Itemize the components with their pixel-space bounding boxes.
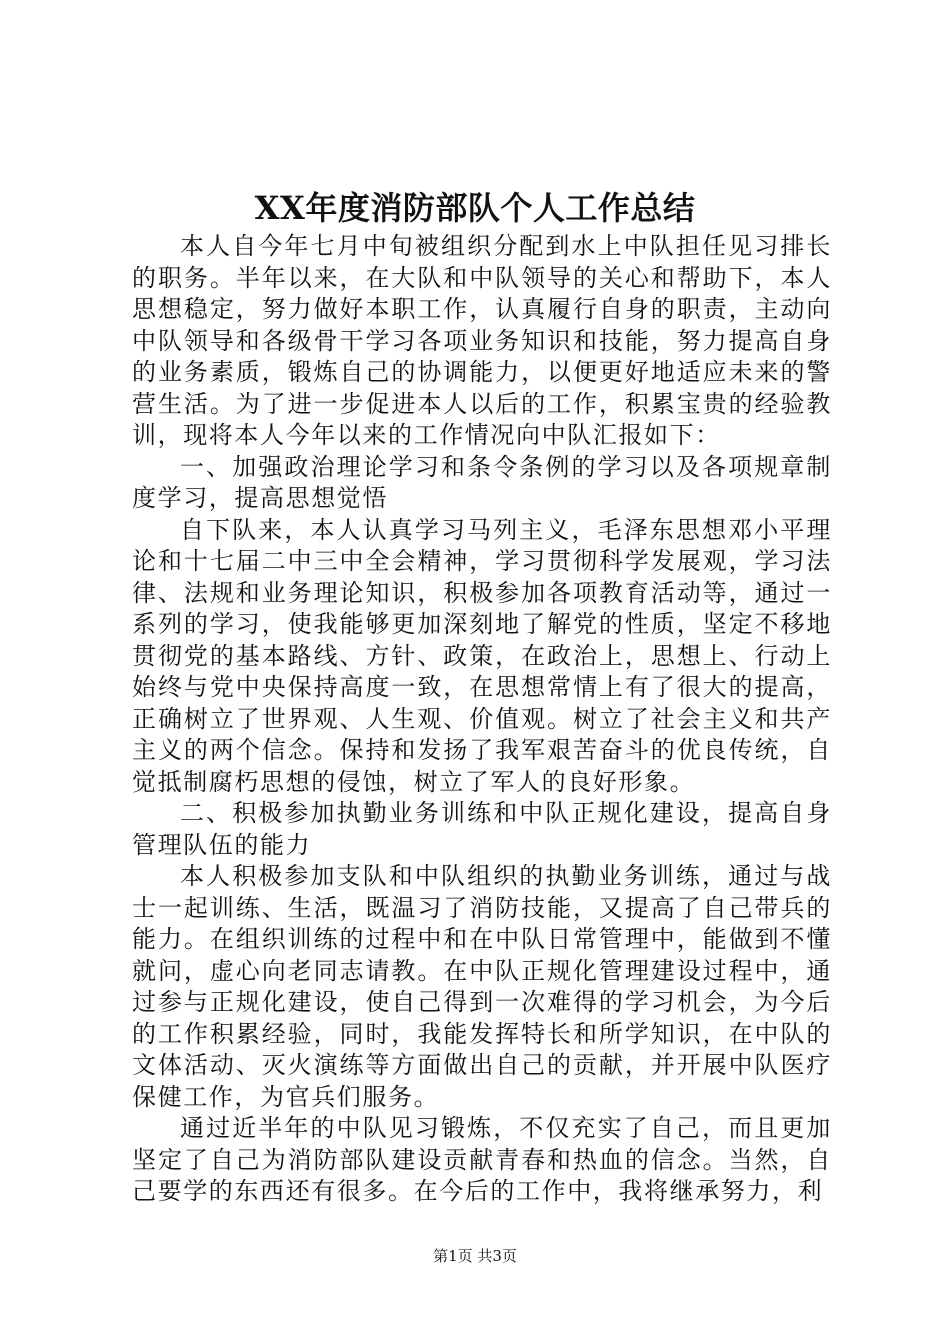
- paragraph-intro: 本人自今年七月中旬被组织分配到水上中队担任见习排长的职务。半年以来，在大队和中队领导的关心和帮助下，本人思想稳定，努力做好本职工作，认真履行自身的职责，主动向中队领导和各级骨干学习各项业务知识和技能，努力提高自身的业务素质，锻炼自己的协调能力，以便更好地适应未来的警营生活。为了进一步促进本人以后的工作，积累宝贵的经验教训，现将本人今年以来的工作情况向中队汇报如下：: [132, 232, 832, 449]
- document-title: XX年度消防部队个人工作总结: [254, 189, 696, 227]
- page-number-footer: 第1页 共3页: [433, 1247, 517, 1265]
- section-heading-1: 一、加强政治理论学习和条令条例的学习以及各项规章制度学习，提高思想觉悟: [132, 452, 832, 512]
- paragraph-conclusion: 通过近半年的中队见习锻炼，不仅充实了自己，而且更加坚定了自己为消防部队建设贡献青春和热血的信念。当然，自己要学的东西还有很多。在今后的工作中，我将继承努力，利: [132, 1114, 832, 1205]
- section-heading-2: 二、积极参加执勤业务训练和中队正规化建设，提高自身管理队伍的能力: [132, 799, 832, 859]
- paragraph-section-1: 自下队来，本人认真学习马列主义，毛泽东思想邓小平理论和十七届二中三中全会精神，学习贯彻科学发展观，学习法律、法规和业务理论知识，积极参加各项教育活动等，通过一系列的学习，使我能够更加深刻地了解党的性质，坚定不移地贯彻党的基本路线、方针、政策，在政治上，思想上、行动上始终与党中央保持高度一致，在思想常情上有了很大的提高，正确树立了世界观、人生观、价值观。树立了社会主义和共产主义的两个信念。保持和发扬了我军艰苦奋斗的优良传统，自觉抵制腐朽思想的侵蚀，树立了军人的良好形象。: [132, 515, 832, 796]
- document-body: [132, 231, 832, 1208]
- paragraph-section-2: 本人积极参加支队和中队组织的执勤业务训练，通过与战士一起训练、生活，既温习了消防技能，又提高了自己带兵的能力。在组织训练的过程中和在中队日常管理中，能做到不懂就问，虚心向老同志请教。在中队正规化管理建设过程中，通过参与正规化建设，使自己得到一次难得的学习机会，为今后的工作积累经验，同时，我能发挥特长和所学知识，在中队的文体活动、灭火演练等方面做出自己的贡献，并开展中队医疗保健工作，为官兵们服务。: [132, 862, 832, 1111]
